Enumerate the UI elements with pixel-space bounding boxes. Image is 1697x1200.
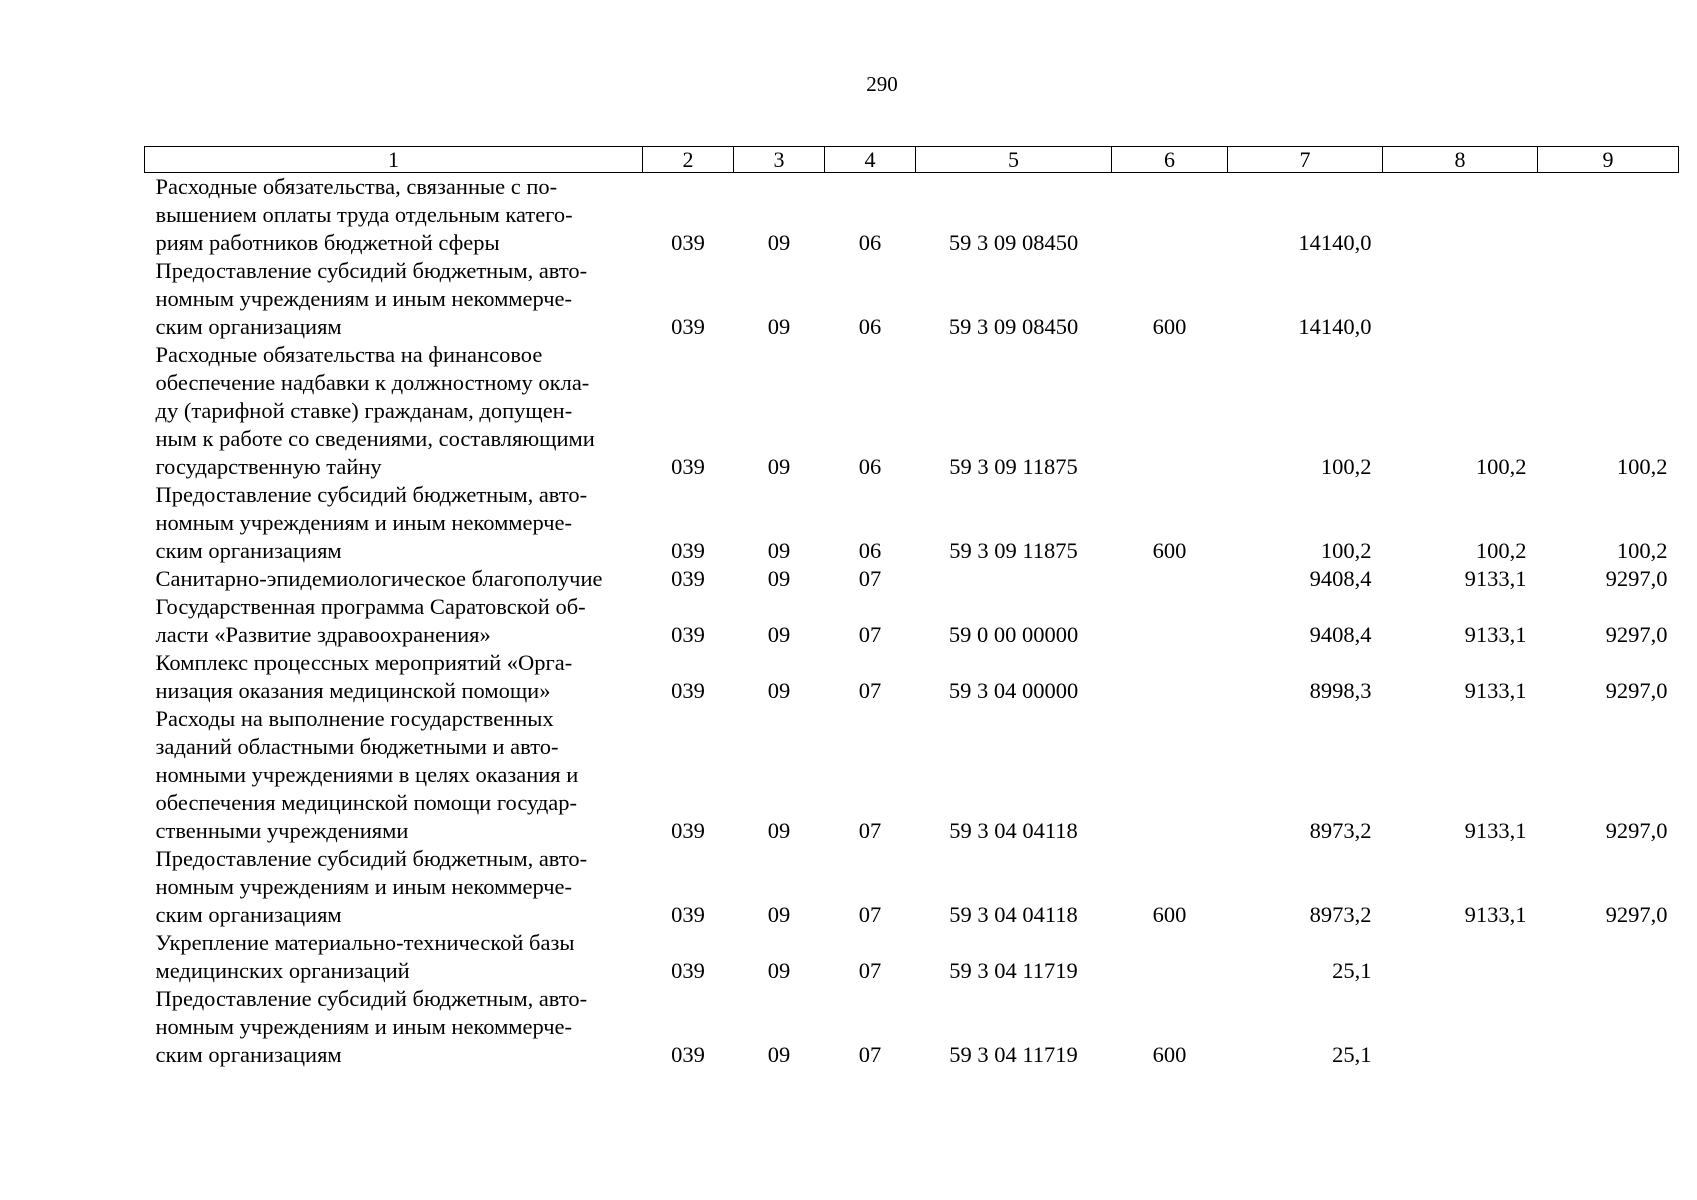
amount-col-7: 8973,2 [1309, 902, 1372, 927]
ministry-code: 039 [671, 314, 705, 339]
column-header: 5 [916, 147, 1112, 173]
row-description: Санитарно-эпидемиологическое благополучие [155, 566, 603, 591]
ministry-code: 039 [671, 566, 705, 591]
page-number: 290 [866, 72, 898, 96]
amount-col-9: 9297,0 [1605, 678, 1668, 703]
target-article-code: 59 3 04 04118 [949, 818, 1078, 843]
table-row [145, 593, 1679, 649]
amount-col-9: 9297,0 [1605, 622, 1668, 647]
section-code: 09 [767, 566, 791, 591]
amount-col-9: 100,2 [1616, 454, 1668, 479]
amount-col-7: 100,2 [1320, 538, 1372, 563]
expense-type-code [1112, 173, 1228, 258]
amount-col-7: 9408,4 [1309, 566, 1372, 591]
section-code: 09 [767, 958, 791, 983]
amount-col-9: 9297,0 [1605, 902, 1668, 927]
amount-col-9 [1538, 257, 1679, 341]
amount-col-9 [1538, 985, 1679, 1069]
column-number-header-row [145, 147, 1679, 173]
section-code: 09 [767, 454, 791, 479]
column-header: 8 [1383, 147, 1538, 173]
column-header: 4 [825, 147, 916, 173]
amount-col-8: 9133,1 [1464, 818, 1527, 843]
amount-col-8: 9133,1 [1464, 622, 1527, 647]
table-body [145, 173, 1679, 1070]
row-description: Расходные обязательства, связанные с по- вышением оплаты труда отдельным катего- риям работников бюджетной сферы [155, 174, 573, 255]
amount-col-9: 9297,0 [1605, 818, 1668, 843]
section-code: 09 [767, 678, 791, 703]
row-description: Расходные обязательства на финансовое обеспечение надбавки к должностному окла- ду (тарифной ставке) гражданам, допущен- ным к работе со сведениями, составляющими государственную тайну [155, 342, 595, 479]
subsection-code: 07 [858, 566, 882, 591]
row-description: Предоставление субсидий бюджетным, авто- номным учреждениям и иным некоммерче- ским организациям [155, 986, 588, 1067]
amount-col-7: 14140,0 [1298, 314, 1372, 339]
amount-col-9: 100,2 [1616, 538, 1668, 563]
column-header: 6 [1112, 147, 1228, 173]
section-code: 09 [767, 818, 791, 843]
target-article-code: 59 0 00 00000 [948, 622, 1079, 647]
section-code: 09 [767, 230, 791, 255]
table-row [145, 929, 1679, 985]
amount-col-8: 100,2 [1475, 454, 1527, 479]
amount-col-7: 8973,2 [1309, 818, 1372, 843]
ministry-code: 039 [671, 902, 705, 927]
row-description: Государственная программа Саратовской об- ласти «Развитие здравоохранения» [155, 594, 586, 647]
target-article-code: 59 3 04 11719 [949, 1042, 1078, 1067]
expense-type-code: 600 [1152, 314, 1187, 339]
row-description: Предоставление субсидий бюджетным, авто- номным учреждениям и иным некоммерче- ским организациям [155, 258, 588, 339]
ministry-code: 039 [671, 678, 705, 703]
row-description: Комплекс процессных мероприятий «Орга- низация оказания медицинской помощи» [155, 650, 573, 703]
amount-col-8: 9133,1 [1464, 678, 1527, 703]
target-article-code: 59 3 09 11875 [949, 454, 1078, 479]
amount-col-8: 9133,1 [1464, 902, 1527, 927]
expense-type-code [1112, 649, 1228, 705]
section-code: 09 [767, 902, 791, 927]
section-code: 09 [767, 1042, 791, 1067]
subsection-code: 07 [858, 678, 882, 703]
table-row [145, 705, 1679, 845]
target-article-code [916, 565, 1112, 593]
expense-type-code: 600 [1152, 538, 1187, 563]
expense-type-code: 600 [1152, 1042, 1187, 1067]
subsection-code: 07 [858, 622, 882, 647]
target-article-code: 59 3 09 11875 [949, 538, 1078, 563]
target-article-code: 59 3 04 11719 [949, 958, 1078, 983]
amount-col-7: 25,1 [1332, 958, 1372, 983]
budget-table [144, 146, 1679, 1069]
table-row [145, 257, 1679, 341]
amount-col-8 [1383, 929, 1538, 985]
row-description: Предоставление субсидий бюджетным, авто- номным учреждениям и иным некоммерче- ским организациям [155, 846, 588, 927]
subsection-code: 07 [858, 902, 882, 927]
subsection-code: 07 [858, 958, 882, 983]
row-description: Расходы на выполнение государственных заданий областными бюджетными и авто- номными учреждениями в целях оказания и обеспечения медицинской помощи государ- ственными учреждениями [155, 706, 579, 843]
ministry-code: 039 [671, 230, 705, 255]
target-article-code: 59 3 09 08450 [948, 314, 1079, 339]
table-row [145, 173, 1679, 258]
expense-type-code [1112, 705, 1228, 845]
target-article-code: 59 3 09 08450 [948, 230, 1079, 255]
ministry-code: 039 [671, 958, 705, 983]
amount-col-7: 100,2 [1320, 454, 1372, 479]
ministry-code: 039 [671, 538, 705, 563]
column-header: 3 [734, 147, 825, 173]
amount-col-9 [1538, 173, 1679, 258]
expense-type-code [1112, 341, 1228, 481]
section-code: 09 [767, 622, 791, 647]
table-row [145, 341, 1679, 481]
section-code: 09 [767, 314, 791, 339]
column-header: 9 [1538, 147, 1679, 173]
subsection-code: 06 [858, 454, 882, 479]
row-description: Укрепление материально-технической базы медицинских организаций [155, 930, 575, 983]
expense-type-code [1112, 593, 1228, 649]
subsection-code: 06 [858, 314, 882, 339]
column-header: 1 [145, 147, 643, 173]
amount-col-7: 9408,4 [1309, 622, 1372, 647]
amount-col-7: 14140,0 [1298, 230, 1372, 255]
section-code: 09 [767, 538, 791, 563]
ministry-code: 039 [671, 818, 705, 843]
amount-col-9 [1538, 929, 1679, 985]
amount-col-7: 8998,3 [1309, 678, 1372, 703]
row-description: Предоставление субсидий бюджетным, авто- номным учреждениям и иным некоммерче- ским организациям [155, 482, 588, 563]
subsection-code: 06 [858, 538, 882, 563]
expense-type-code: 600 [1152, 902, 1187, 927]
subsection-code: 07 [858, 818, 882, 843]
amount-col-8 [1383, 985, 1538, 1069]
ministry-code: 039 [671, 1042, 705, 1067]
expense-type-code [1112, 929, 1228, 985]
table-row [145, 985, 1679, 1069]
amount-col-8 [1383, 173, 1538, 258]
subsection-code: 06 [858, 230, 882, 255]
target-article-code: 59 3 04 04118 [949, 902, 1078, 927]
ministry-code: 039 [671, 454, 705, 479]
column-header: 2 [643, 147, 734, 173]
amount-col-7: 25,1 [1332, 1042, 1372, 1067]
amount-col-8: 100,2 [1475, 538, 1527, 563]
ministry-code: 039 [671, 622, 705, 647]
expense-type-code [1112, 565, 1228, 593]
table-row [145, 845, 1679, 929]
table-row [145, 649, 1679, 705]
target-article-code: 59 3 04 00000 [948, 678, 1079, 703]
table-row [145, 565, 1679, 593]
amount-col-9: 9297,0 [1605, 566, 1668, 591]
table-row [145, 481, 1679, 565]
amount-col-8 [1383, 257, 1538, 341]
subsection-code: 07 [858, 1042, 882, 1067]
column-header: 7 [1228, 147, 1383, 173]
amount-col-8: 9133,1 [1464, 566, 1527, 591]
